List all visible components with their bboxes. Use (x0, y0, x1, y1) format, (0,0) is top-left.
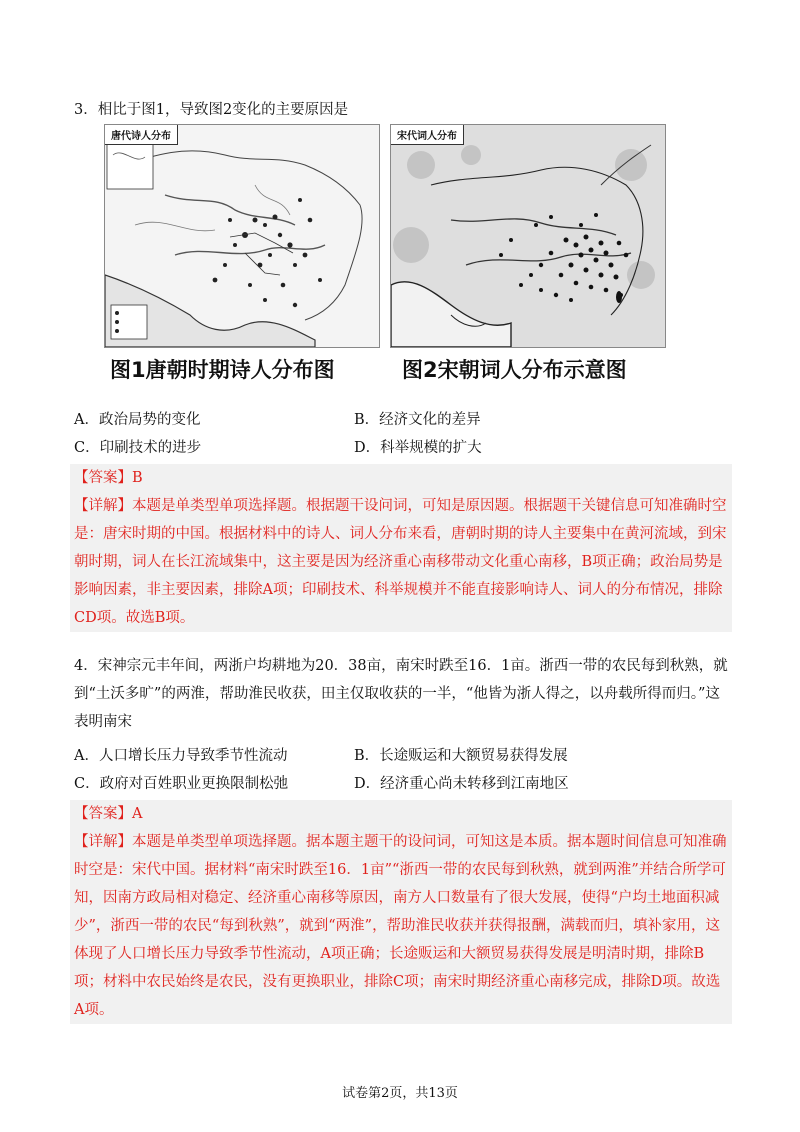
option-row (74, 742, 728, 770)
answer-label: 【答案】 (74, 806, 132, 822)
option-a: A．人口增长压力导致季节性流动 (74, 748, 288, 764)
question-3-figures (104, 124, 664, 386)
question-4 (74, 652, 728, 736)
question-3-options (74, 406, 728, 462)
option-d: D．科举规模的扩大 (354, 440, 482, 456)
question-3-stem: 3．相比于图1，导致图2变化的主要原因是 (74, 102, 349, 118)
detail-text: 本题是单类型单项选择题。据本题主题干的设问词，可知这是本质。据本题时间信息可知准确时空是：宋代中国。据材料“南宋时跌至16．1亩”“浙西一带的农民每到秋熟，就到两淮”并结合所学可知，因南方政局相对稳定、经济重心南移等原因，南方人口数量有了很大发展，使得“户均土地面积减少”，浙西一带的农民“每到秋熟”，就到“两淮”，帮助淮民收获并获得报酬，满载而归，填补家用，这体现了人口增长压力导致季节性流动，A项正确；长途贩运和大额贸易获得发展是明清时期，排除B项；材料中农民始终是农民，没有更换职业，排除C项；南宋时期经济重心南移完成，排除D项。故选A项。 (74, 834, 727, 1018)
option-c: C．印刷技术的进步 (74, 440, 202, 456)
question-4-answer-block (70, 800, 732, 1024)
tang-poets-map (104, 124, 380, 348)
option-b: B．长途贩运和大额贸易获得发展 (354, 748, 568, 764)
option-b: B．经济文化的差异 (354, 412, 481, 428)
song-map-title: 宋代词人分布 (391, 125, 464, 145)
question-4-options (74, 742, 728, 798)
option-c: C．政府对百姓职业更换限制松弛 (74, 776, 289, 792)
question-4-stem: 4．宋神宗元丰年间，两浙户均耕地为20．38亩，南宋时跌至16．1亩。浙西一带的农民每到秋熟，就到“土沃多旷”的两淮，帮助淮民收获，田主仅取收获的一半，“他皆为浙人得之，以舟载所得而归。”这表明南宋 (74, 658, 728, 730)
option-row (74, 406, 728, 434)
detail-label: 【详解】 (74, 834, 132, 850)
option-a: A．政治局势的变化 (74, 412, 201, 428)
figure-2-caption: 图2宋朝词人分布示意图 (402, 358, 627, 382)
question-3 (74, 96, 728, 124)
detail-text: 本题是单类型单项选择题。根据题干设问词，可知是原因题。根据题干关键信息可知准确时空是：唐宋时期的中国。根据材料中的诗人、词人分布来看，唐朝时期的诗人主要集中在黄河流域，到宋朝时期，词人在长江流域集中，这主要是因为经济重心南移带动文化重心南移，B项正确；政治局势是影响因素，非主要因素，排除A项；印刷技术、科举规模并不能直接影响诗人、词人的分布情况，排除CD项。故选B项。 (74, 498, 727, 626)
detail-label: 【详解】 (74, 498, 132, 514)
option-row (74, 770, 728, 798)
song-map-drawing (391, 125, 665, 347)
tang-map-title: 唐代诗人分布 (105, 125, 178, 145)
answer-value: A (132, 806, 143, 822)
question-3-detail (74, 492, 728, 632)
question-3-answer (74, 464, 728, 492)
option-d: D．经济重心尚未转移到江南地区 (354, 776, 569, 792)
answer-value: B (132, 470, 143, 486)
song-ci-poets-map (390, 124, 666, 348)
figure-1-caption: 图1唐朝时期诗人分布图 (110, 358, 335, 382)
question-4-detail (74, 828, 728, 1024)
tang-map-drawing (105, 125, 379, 347)
page-footer: 试卷第2页，共13页 (342, 1086, 458, 1101)
answer-label: 【答案】 (74, 470, 132, 486)
question-4-answer (74, 800, 728, 828)
option-row (74, 434, 728, 462)
question-3-answer-block (70, 464, 732, 632)
